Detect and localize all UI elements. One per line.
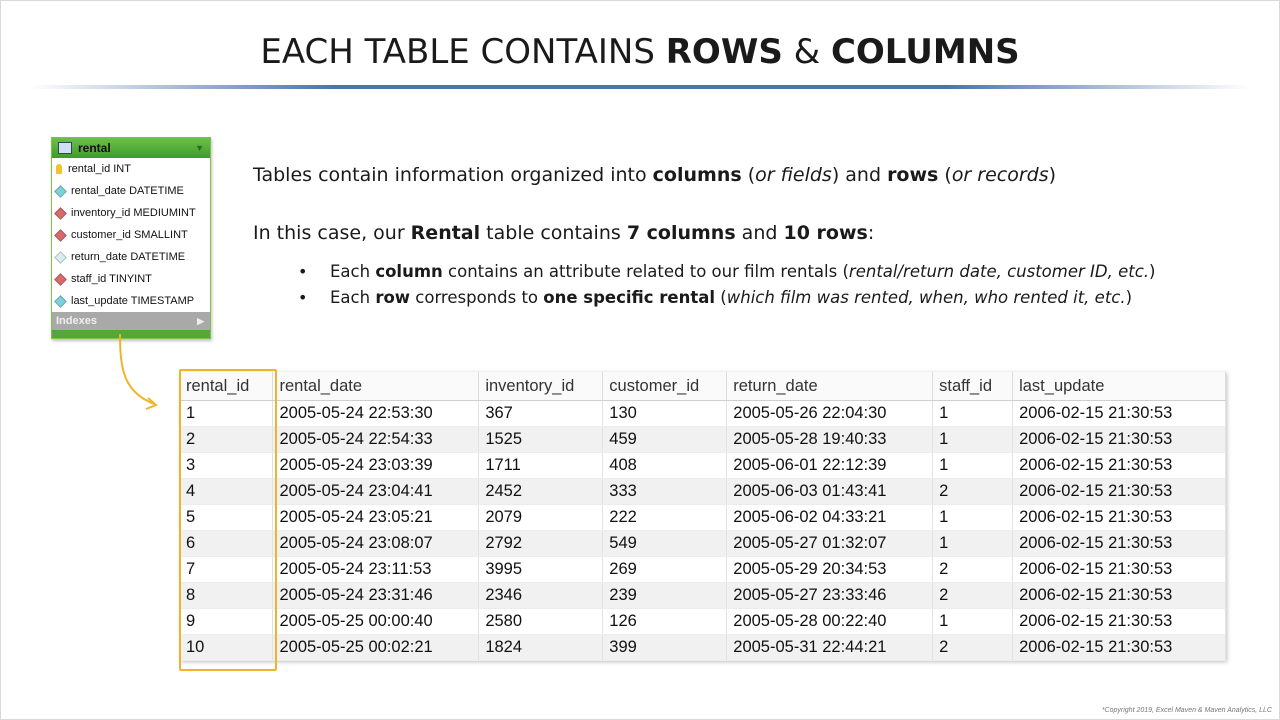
table-body bbox=[180, 401, 1226, 661]
table-row bbox=[180, 583, 1226, 609]
table-cell: 222 bbox=[603, 505, 727, 531]
column-header-staff-id: staff_id bbox=[933, 372, 1013, 401]
column-header-rental-date: rental_date bbox=[273, 372, 479, 401]
table-cell: 269 bbox=[603, 557, 727, 583]
table-cell: 9 bbox=[180, 609, 273, 635]
table-cell: 2005-05-28 19:40:33 bbox=[727, 427, 933, 453]
table-cell: 1824 bbox=[479, 635, 603, 661]
case-paragraph bbox=[253, 222, 874, 244]
table-header-row bbox=[180, 372, 1226, 401]
er-field-list bbox=[52, 158, 210, 312]
text-run: ( bbox=[715, 287, 727, 307]
table-icon bbox=[58, 142, 72, 154]
bullet-item bbox=[298, 284, 1155, 310]
table-cell: 2005-05-24 22:54:33 bbox=[273, 427, 479, 453]
copyright-notice: *Copyright 2019, Excel Maven & Maven Analytics, LLC bbox=[1101, 707, 1272, 714]
text-run: ) bbox=[1125, 287, 1133, 307]
table-cell: 2006-02-15 21:30:53 bbox=[1013, 583, 1226, 609]
text-run: ( bbox=[741, 164, 756, 186]
er-field-label: return_date DATETIME bbox=[71, 251, 186, 263]
table-cell: 333 bbox=[603, 479, 727, 505]
table-cell: 2006-02-15 21:30:53 bbox=[1013, 609, 1226, 635]
table-cell: 2005-05-24 23:05:21 bbox=[273, 505, 479, 531]
table-cell: 2006-02-15 21:30:53 bbox=[1013, 635, 1226, 661]
diamond-icon bbox=[54, 251, 67, 264]
text-run: Tables contain information organized into bbox=[253, 164, 653, 186]
text-run: Each bbox=[330, 287, 376, 307]
slide-title bbox=[0, 32, 1280, 72]
emphasis-one-specific-rental: one specific rental bbox=[543, 287, 716, 307]
emphasis-column: column bbox=[375, 261, 443, 281]
emphasis-10-rows: 10 rows bbox=[783, 222, 868, 244]
column-header-rental-id: rental_id bbox=[180, 372, 273, 401]
table-cell: 2 bbox=[933, 479, 1013, 505]
er-field-row bbox=[52, 158, 210, 180]
diamond-icon bbox=[54, 185, 67, 198]
table-cell: 2 bbox=[933, 635, 1013, 661]
table-cell: 5 bbox=[180, 505, 273, 531]
table-cell: 2792 bbox=[479, 531, 603, 557]
emphasis-rental: Rental bbox=[410, 222, 481, 244]
diamond-icon bbox=[54, 229, 67, 242]
italic-examples: rental/return date, customer ID, etc. bbox=[848, 261, 1150, 281]
table-cell: 1 bbox=[933, 453, 1013, 479]
table-cell: 2005-05-26 22:04:30 bbox=[727, 401, 933, 427]
table-cell: 2005-05-24 23:08:07 bbox=[273, 531, 479, 557]
table-cell: 130 bbox=[603, 401, 727, 427]
table-cell: 1 bbox=[180, 401, 273, 427]
table-cell: 2 bbox=[933, 583, 1013, 609]
emphasis-row: row bbox=[375, 287, 411, 307]
table-cell: 7 bbox=[180, 557, 273, 583]
table-cell: 2006-02-15 21:30:53 bbox=[1013, 401, 1226, 427]
bullet-text bbox=[330, 288, 1132, 307]
er-field-label: customer_id SMALLINT bbox=[71, 229, 188, 241]
collapse-triangle-icon: ▼ bbox=[195, 143, 204, 153]
er-field-row bbox=[52, 180, 210, 202]
table-cell: 459 bbox=[603, 427, 727, 453]
er-field-label: last_update TIMESTAMP bbox=[71, 295, 195, 307]
er-field-row bbox=[52, 202, 210, 224]
er-field-row bbox=[52, 246, 210, 268]
table-cell: 2452 bbox=[479, 479, 603, 505]
table-cell: 2005-06-03 01:43:41 bbox=[727, 479, 933, 505]
table-cell: 2005-05-29 20:34:53 bbox=[727, 557, 933, 583]
intro-paragraph bbox=[253, 164, 1056, 186]
table-cell: 1 bbox=[933, 531, 1013, 557]
table-cell: 4 bbox=[180, 479, 273, 505]
table-cell: 1 bbox=[933, 505, 1013, 531]
italic-records: or records bbox=[951, 164, 1049, 186]
table-row bbox=[180, 453, 1226, 479]
table-cell: 549 bbox=[603, 531, 727, 557]
table-cell: 2005-05-31 22:44:21 bbox=[727, 635, 933, 661]
diamond-icon bbox=[54, 295, 67, 308]
table-cell: 2005-05-25 00:00:40 bbox=[273, 609, 479, 635]
rental-data-table bbox=[180, 372, 1226, 661]
text-run: ) bbox=[1048, 164, 1057, 186]
diamond-icon bbox=[54, 273, 67, 286]
bullet-dot-icon: • bbox=[298, 261, 308, 281]
table-row bbox=[180, 635, 1226, 661]
text-run: ) bbox=[1149, 261, 1156, 281]
table-row bbox=[180, 531, 1226, 557]
title-emphasis-rows: ROWS bbox=[665, 32, 783, 72]
table-row bbox=[180, 479, 1226, 505]
table-cell: 2006-02-15 21:30:53 bbox=[1013, 479, 1226, 505]
italic-fields: or fields bbox=[755, 164, 832, 186]
column-header-customer-id: customer_id bbox=[603, 372, 727, 401]
title-underline bbox=[30, 85, 1250, 89]
text-run: contains an attribute related to our film rentals ( bbox=[442, 261, 849, 281]
italic-examples: which film was rented, when, who rented it, etc. bbox=[726, 287, 1126, 307]
table-cell: 2346 bbox=[479, 583, 603, 609]
table-row bbox=[180, 609, 1226, 635]
table-row bbox=[180, 427, 1226, 453]
table-cell: 126 bbox=[603, 609, 727, 635]
text-run: ) and bbox=[831, 164, 888, 186]
key-icon bbox=[56, 164, 62, 174]
er-field-row bbox=[52, 224, 210, 246]
text-run: ( bbox=[938, 164, 952, 186]
bullet-item bbox=[298, 258, 1155, 284]
table-cell: 1 bbox=[933, 609, 1013, 635]
er-indexes-label: Indexes bbox=[56, 315, 97, 327]
table-cell: 2005-06-01 22:12:39 bbox=[727, 453, 933, 479]
table-cell: 2005-05-24 23:04:41 bbox=[273, 479, 479, 505]
table-cell: 3 bbox=[180, 453, 273, 479]
er-table-header bbox=[52, 138, 210, 158]
table-cell: 367 bbox=[479, 401, 603, 427]
er-field-label: rental_id INT bbox=[68, 163, 131, 175]
er-indexes-bar bbox=[52, 312, 210, 330]
connector-arrow bbox=[110, 330, 170, 420]
column-header-inventory-id: inventory_id bbox=[479, 372, 603, 401]
title-text: & bbox=[782, 32, 831, 72]
text-run: Each bbox=[330, 261, 376, 281]
table-cell: 2005-05-27 23:33:46 bbox=[727, 583, 933, 609]
table-cell: 239 bbox=[603, 583, 727, 609]
table-row bbox=[180, 401, 1226, 427]
column-header-last-update: last_update bbox=[1013, 372, 1226, 401]
table-cell: 1 bbox=[933, 427, 1013, 453]
diamond-icon bbox=[54, 207, 67, 220]
text-run: corresponds to bbox=[410, 287, 544, 307]
table-cell: 2005-06-02 04:33:21 bbox=[727, 505, 933, 531]
er-field-row bbox=[52, 290, 210, 312]
table-cell: 1 bbox=[933, 401, 1013, 427]
emphasis-columns: columns bbox=[652, 164, 742, 186]
table-cell: 2006-02-15 21:30:53 bbox=[1013, 557, 1226, 583]
bullet-dot-icon: • bbox=[298, 287, 308, 307]
table-cell: 2005-05-24 22:53:30 bbox=[273, 401, 479, 427]
table-cell: 2 bbox=[933, 557, 1013, 583]
er-table-card bbox=[51, 137, 211, 339]
table-cell: 2580 bbox=[479, 609, 603, 635]
table-cell: 10 bbox=[180, 635, 273, 661]
table-cell: 8 bbox=[180, 583, 273, 609]
text-run: : bbox=[867, 222, 875, 244]
er-field-label: rental_date DATETIME bbox=[71, 185, 184, 197]
table-cell: 3995 bbox=[479, 557, 603, 583]
emphasis-7-columns: 7 columns bbox=[626, 222, 736, 244]
table-cell: 2005-05-25 00:02:21 bbox=[273, 635, 479, 661]
table-cell: 2006-02-15 21:30:53 bbox=[1013, 505, 1226, 531]
bullet-text bbox=[330, 262, 1155, 281]
table-cell: 6 bbox=[180, 531, 273, 557]
text-run: and bbox=[735, 222, 784, 244]
table-cell: 399 bbox=[603, 635, 727, 661]
table-cell: 2005-05-24 23:11:53 bbox=[273, 557, 479, 583]
bullet-list bbox=[298, 258, 1155, 310]
table-cell: 2006-02-15 21:30:53 bbox=[1013, 427, 1226, 453]
table-cell: 2006-02-15 21:30:53 bbox=[1013, 453, 1226, 479]
table-row bbox=[180, 505, 1226, 531]
emphasis-rows: rows bbox=[887, 164, 939, 186]
table-cell: 2005-05-27 01:32:07 bbox=[727, 531, 933, 557]
table-row bbox=[180, 557, 1226, 583]
text-run: In this case, our bbox=[253, 222, 411, 244]
table-cell: 408 bbox=[603, 453, 727, 479]
table-cell: 1711 bbox=[479, 453, 603, 479]
er-field-label: inventory_id MEDIUMINT bbox=[71, 207, 196, 219]
er-table-name: rental bbox=[78, 141, 111, 155]
table-cell: 2005-05-28 00:22:40 bbox=[727, 609, 933, 635]
er-field-label: staff_id TINYINT bbox=[71, 273, 152, 285]
table-cell: 1525 bbox=[479, 427, 603, 453]
expand-arrow-icon: ▶ bbox=[197, 315, 204, 326]
table-cell: 2005-05-24 23:03:39 bbox=[273, 453, 479, 479]
table-cell: 2005-05-24 23:31:46 bbox=[273, 583, 479, 609]
table-cell: 2 bbox=[180, 427, 273, 453]
title-emphasis-columns: COLUMNS bbox=[830, 32, 1020, 72]
column-header-return-date: return_date bbox=[727, 372, 933, 401]
text-run: table contains bbox=[480, 222, 627, 244]
table-cell: 2006-02-15 21:30:53 bbox=[1013, 531, 1226, 557]
table-cell: 2079 bbox=[479, 505, 603, 531]
er-field-row bbox=[52, 268, 210, 290]
title-text: EACH TABLE CONTAINS bbox=[260, 32, 666, 72]
